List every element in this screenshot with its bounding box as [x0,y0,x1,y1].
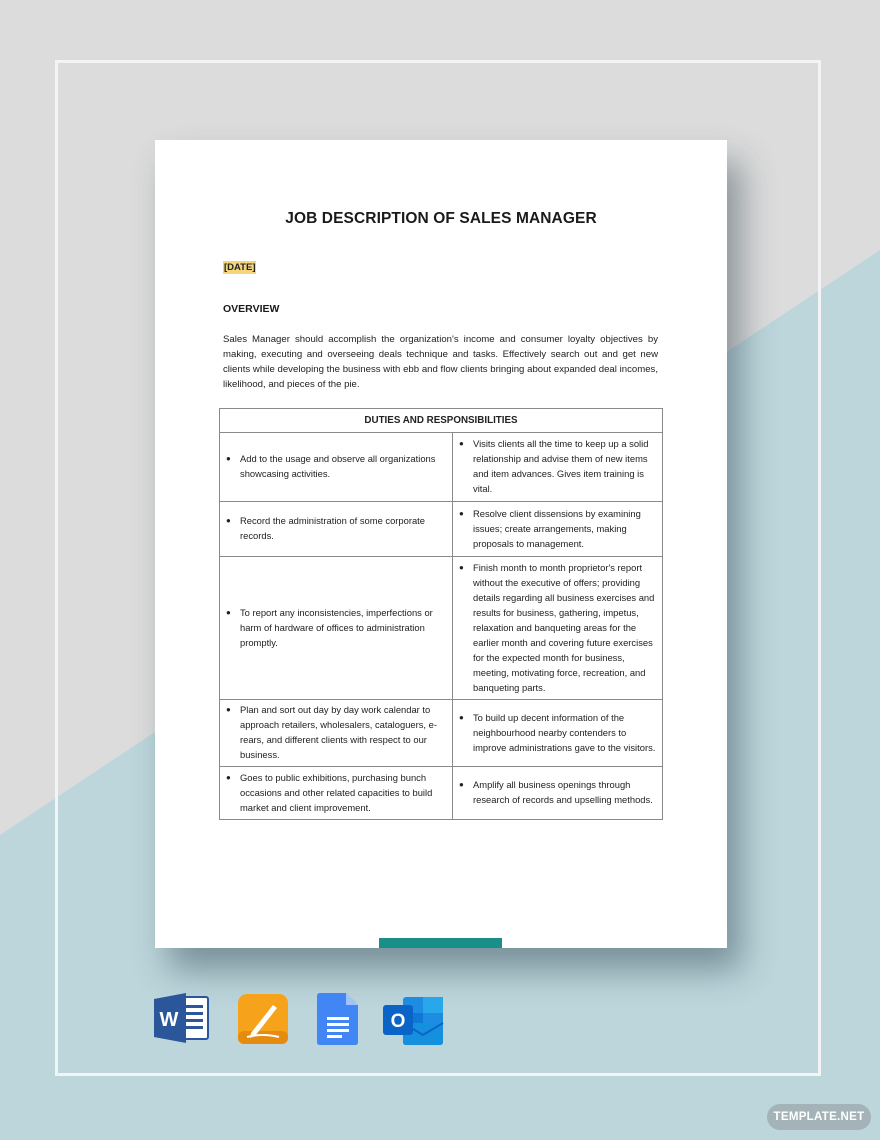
bullet-icon: ● [459,712,464,722]
document-title: JOB DESCRIPTION OF SALES MANAGER [285,210,597,227]
duty-right: Visits clients all the time to keep up a solid relationship and advise them of new items and item advances. Gives item training is vital. [473,438,649,494]
date-placeholder: [DATE] [224,262,256,273]
google-docs-icon[interactable] [317,993,359,1045]
table-row [220,433,663,502]
bullet-icon: ● [459,780,464,789]
bullet-icon: ● [226,607,231,617]
duty-left: Record the administration of some corporate records. [240,515,425,541]
overview-paragraph: Sales Manager should accomplish the organization's income and consumer loyalty objectives by making, executing and overseeing deals technique and tasks. Effectively search out and get new clients while developing the business with ebb and flow clients bringing about expanded deal incomes, likelihood, and pieces of the pie. [223,334,658,390]
table-row [220,557,663,700]
table-row [220,502,663,557]
document-page [155,140,727,948]
duty-right: Resolve client dissensions by examining issues; create arrangements, making proposals to management. [473,507,641,549]
bullet-icon: ● [226,516,231,525]
duty-left: Goes to public exhibitions, purchasing bunch occasions and other related capacities to build market and client improvement. [240,771,433,813]
table-row [220,700,663,767]
word-icon[interactable] [154,993,210,1043]
outlook-icon-letter: O [390,1011,406,1032]
duties-table [219,408,663,820]
page-accent-bar [379,938,502,948]
bullet-icon: ● [459,508,464,518]
duty-left: To report any inconsistencies, imperfections or harm of hardware of offices to administration promptly. [240,606,433,648]
overview-heading: OVERVIEW [223,303,280,315]
table-row [220,767,663,820]
duty-right: Finish month to month proprietor's report without the executive of offers; providing details regarding all business exercises and results for business, gathering, impetus, relaxation and banqueting areas for the earlier month and covering future exercises for the expected month for business, meeting, motivating force, recreation, and banqueting parts. [473,561,655,693]
bullet-icon: ● [459,562,464,572]
bullet-icon: ● [226,454,231,463]
template-net-badge[interactable]: TEMPLATE.NET [767,1104,871,1130]
word-icon-letter: W [159,1009,179,1031]
duty-right: To build up decent information of the neighbourhood nearby contenders to improve administrations gave to the visitors. [473,711,656,753]
duty-right: Amplify all business openings through research of records and upselling methods. [473,779,653,805]
bullet-icon: ● [226,772,231,782]
bullet-icon: ● [459,439,464,448]
duties-table-header: DUTIES AND RESPONSIBILITIES [220,409,663,433]
duty-left: Plan and sort out day by day work calendar to approach retailers, wholesalers, cataloguers, e-rears, and different clients with respect to our business. [240,704,437,760]
bullet-icon: ● [226,705,231,714]
outlook-icon[interactable] [383,995,445,1047]
duty-left: Add to the usage and observe all organizations showcasing activities. [240,453,436,479]
pages-icon[interactable] [237,993,289,1045]
